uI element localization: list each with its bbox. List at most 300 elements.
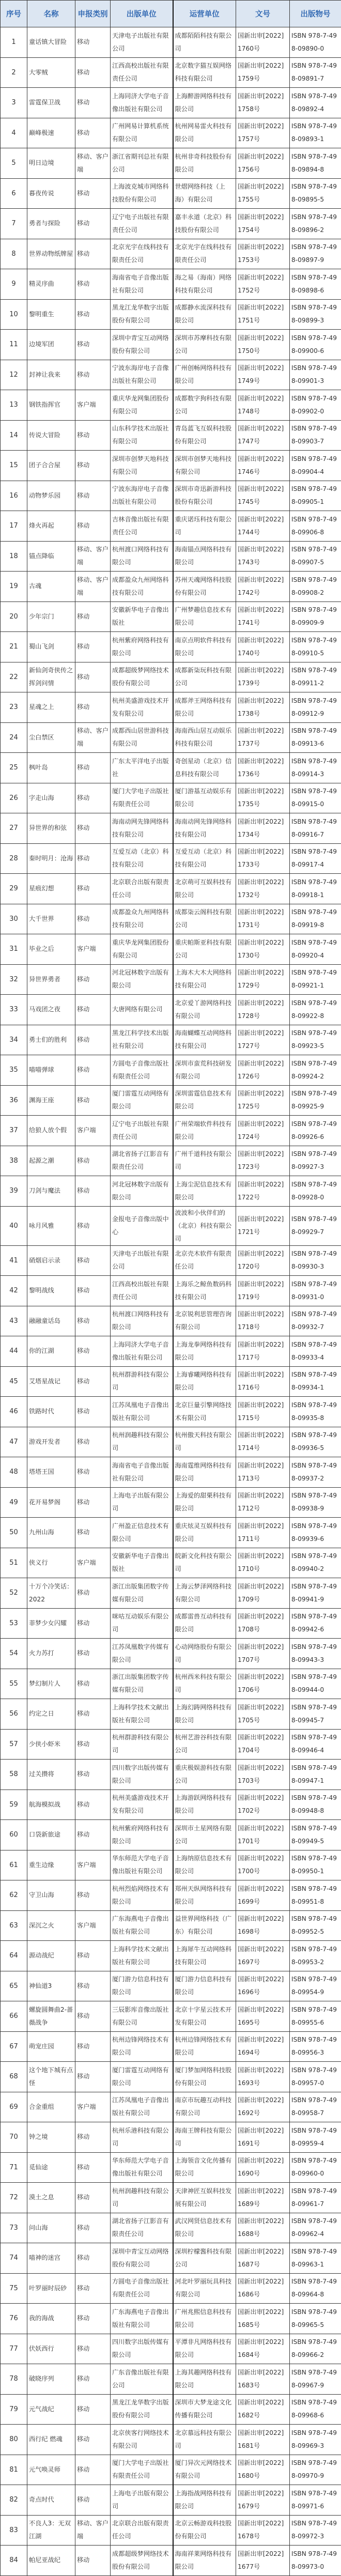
- cell-name: 萌宠庄园: [27, 2031, 75, 2062]
- cell-approval-number: 国新出审[2022]1718号: [236, 1306, 290, 1336]
- cell-publisher: 广州网易计算机系统有限公司: [111, 118, 173, 148]
- cell-index: 17: [1, 511, 27, 542]
- cell-name: 喵喵弹球: [27, 1055, 75, 1086]
- cell-approval-number: 国新出审[2022]1698号: [236, 1910, 290, 1941]
- cell-category: 移动: [75, 1457, 111, 1488]
- cell-name: 传说大冒险: [27, 420, 75, 451]
- cell-name: 艾塔星战记: [27, 1366, 75, 1397]
- table-row: [1, 783, 341, 813]
- cell-index: 54: [1, 1639, 27, 1669]
- cell-index: 55: [1, 1669, 27, 1699]
- cell-category: 移动、客户端: [75, 572, 111, 602]
- table-row: [1, 1699, 341, 1730]
- cell-approval-number: 国新出审[2022]1731号: [236, 904, 290, 934]
- cell-isbn: ISBN 978-7-498-09893-1: [290, 118, 341, 148]
- cell-name: 精灵序曲: [27, 269, 75, 300]
- cell-operator: 海南王牌科技有限公司: [173, 2122, 236, 2153]
- cell-operator: 苏州天魂网络科技股份有限公司: [173, 572, 236, 602]
- cell-operator: 上海纳原信息技术有限公司: [173, 1850, 236, 1880]
- cell-operator: 广州梦趣信息技术有限公司: [173, 601, 236, 632]
- cell-operator: 杭州网易雷火科技有限公司: [173, 118, 236, 148]
- cell-approval-number: 国新出审[2022]1706号: [236, 1669, 290, 1699]
- table-row: [1, 2001, 341, 2032]
- cell-name: 奇点时代: [27, 2485, 75, 2516]
- cell-isbn: ISBN 978-7-498-09965-5: [290, 2304, 341, 2334]
- cell-index: 33: [1, 995, 27, 1025]
- cell-isbn: ISBN 978-7-498-09896-2: [290, 209, 341, 239]
- table-row: [1, 1397, 341, 1427]
- table-row: [1, 239, 341, 269]
- cell-publisher: 湖北省扬子江影音有限责任公司: [111, 1146, 173, 1176]
- cell-approval-number: 国新出审[2022]1715号: [236, 1397, 290, 1427]
- cell-operator: 北京萌可互娱科技有限公司: [173, 874, 236, 904]
- table-row: [1, 692, 341, 723]
- cell-index: 5: [1, 148, 27, 179]
- table-row: [1, 1669, 341, 1699]
- cell-operator: 上海尘泥信息技术有限公司: [173, 1176, 236, 1207]
- cell-operator: 深圳市创梦天地科技有限公司: [173, 451, 236, 481]
- cell-index: 37: [1, 1116, 27, 1146]
- cell-index: 22: [1, 662, 27, 692]
- cell-isbn: ISBN 978-7-498-09947-1: [290, 1760, 341, 1790]
- cell-isbn: ISBN 978-7-498-09943-3: [290, 1639, 341, 1669]
- cell-operator: 深圳市土星网络有限公司: [173, 1820, 236, 1850]
- table-row: [1, 1910, 341, 1941]
- cell-index: 18: [1, 541, 27, 572]
- cell-category: 移动: [75, 2485, 111, 2516]
- cell-isbn: ISBN 978-7-498-09901-3: [290, 360, 341, 390]
- table-row: [1, 632, 341, 662]
- header-publisher: 出版单位: [111, 1, 173, 27]
- cell-operator: 北京数字猫互娱网络科技有限公司: [173, 57, 236, 88]
- header-operator: 运营单位: [173, 1, 236, 27]
- cell-operator: 海南蝴蝶互动网络科技有限公司: [173, 1025, 236, 1055]
- cell-isbn: ISBN 978-7-498-09956-3: [290, 2031, 341, 2062]
- cell-approval-number: 国新出审[2022]1679号: [236, 2485, 290, 2516]
- cell-index: 14: [1, 420, 27, 451]
- cell-category: 移动: [75, 2425, 111, 2455]
- cell-publisher: 广东海燕电子音像出版社有限公司: [111, 1910, 173, 1941]
- cell-index: 31: [1, 934, 27, 965]
- table-row: [1, 2515, 341, 2546]
- cell-index: 45: [1, 1366, 27, 1397]
- cell-approval-number: 国新出审[2022]1690号: [236, 2152, 290, 2183]
- cell-name: 螺旋圆舞曲2-蔷薇战争: [27, 2001, 75, 2032]
- cell-approval-number: 国新出审[2022]1713号: [236, 1457, 290, 1488]
- cell-index: 21: [1, 632, 27, 662]
- cell-isbn: ISBN 978-7-498-09921-1: [290, 964, 341, 995]
- cell-isbn: ISBN 978-7-498-09922-8: [290, 995, 341, 1025]
- cell-name: 源动战纪: [27, 1941, 75, 1971]
- cell-operator: 成都斧王网络科技有限公司: [173, 692, 236, 723]
- cell-approval-number: 国新出审[2022]1686号: [236, 2273, 290, 2304]
- cell-index: 35: [1, 1055, 27, 1086]
- cell-name: 星痕幻想: [27, 874, 75, 904]
- cell-index: 12: [1, 360, 27, 390]
- cell-isbn: ISBN 978-7-498-09916-7: [290, 813, 341, 844]
- cell-isbn: ISBN 978-7-498-09891-7: [290, 57, 341, 88]
- cell-category: 移动: [75, 2183, 111, 2213]
- cell-name: 少年宗门: [27, 601, 75, 632]
- cell-name: 这个地下城有点怪: [27, 2062, 75, 2092]
- cell-publisher: 辽宁电子出版社有限责任公司: [111, 209, 173, 239]
- cell-operator: 北京壳木软件有限责任公司: [173, 1245, 236, 1276]
- cell-publisher: 四川数字出版传媒有限公司: [111, 2334, 173, 2364]
- cell-category: 移动: [75, 1085, 111, 1116]
- cell-isbn: ISBN 978-7-498-09912-9: [290, 692, 341, 723]
- cell-publisher: 厦门大学电子出版社有限责任公司: [111, 783, 173, 813]
- cell-operator: 广州兆熙信息科技有限公司: [173, 2304, 236, 2334]
- cell-operator: 北京爱丫游网络科技有限公司: [173, 995, 236, 1025]
- cell-index: 84: [1, 2546, 27, 2576]
- table-row: [1, 843, 341, 874]
- cell-publisher: 安徽新华电子音像出版社: [111, 601, 173, 632]
- cell-isbn: ISBN 978-7-498-09941-9: [290, 1578, 341, 1609]
- cell-publisher: 杭州乐港科技有限公司: [111, 2122, 173, 2153]
- cell-index: 8: [1, 239, 27, 269]
- cell-approval-number: 国新出审[2022]1740号: [236, 632, 290, 662]
- cell-index: 26: [1, 783, 27, 813]
- cell-category: 移动: [75, 2062, 111, 2092]
- cell-publisher: 华东师范大学电子音像出版社有限公司: [111, 2152, 173, 2183]
- table-row: [1, 2485, 341, 2516]
- cell-category: 移动、客户端: [75, 148, 111, 179]
- cell-publisher: 成都超级梦网络技术股份有限公司: [111, 2546, 173, 2576]
- cell-category: 客户端: [75, 1910, 111, 1941]
- cell-isbn: ISBN 978-7-498-09909-9: [290, 601, 341, 632]
- cell-isbn: ISBN 978-7-498-09942-6: [290, 1608, 341, 1639]
- cell-operator: 海南霆维网络科技有限公司: [173, 1457, 236, 1488]
- cell-name: 西行纪 燃魂: [27, 2425, 75, 2455]
- cell-publisher: 上海波克城市网络科技股份有限公司: [111, 178, 173, 209]
- cell-approval-number: 国新出审[2022]1693号: [236, 2062, 290, 2092]
- cell-publisher: 上海电子出版有限公司: [111, 2485, 173, 2516]
- cell-category: 移动: [75, 964, 111, 995]
- cell-name: 明日边境: [27, 148, 75, 179]
- table-row: [1, 1971, 341, 2001]
- cell-index: 16: [1, 481, 27, 511]
- cell-index: 75: [1, 2273, 27, 2304]
- table-row: [1, 904, 341, 934]
- cell-index: 46: [1, 1397, 27, 1427]
- cell-publisher: 厦门大学电子出版社有限责任公司: [111, 2455, 173, 2485]
- cell-approval-number: 国新出审[2022]1720号: [236, 1245, 290, 1276]
- cell-category: 移动: [75, 2394, 111, 2425]
- cell-category: 移动: [75, 692, 111, 723]
- cell-isbn: ISBN 978-7-498-09898-6: [290, 269, 341, 300]
- table-row: [1, 1639, 341, 1669]
- cell-category: 移动: [75, 420, 111, 451]
- cell-isbn: ISBN 978-7-498-09904-4: [290, 451, 341, 481]
- cell-approval-number: 国新出审[2022]1734号: [236, 813, 290, 844]
- cell-approval-number: 国新出审[2022]1683号: [236, 2364, 290, 2395]
- cell-isbn: ISBN 978-7-498-09903-7: [290, 420, 341, 451]
- cell-index: 42: [1, 1276, 27, 1306]
- cell-name: 守卫山海: [27, 1880, 75, 1911]
- cell-isbn: ISBN 978-7-498-09928-0: [290, 1176, 341, 1207]
- cell-isbn: ISBN 978-7-498-09961-7: [290, 2183, 341, 2213]
- cell-operator: 北京慕远科技有限公司: [173, 2425, 236, 2455]
- table-row: [1, 88, 341, 118]
- cell-index: 53: [1, 1608, 27, 1639]
- cell-isbn: ISBN 978-7-498-09919-8: [290, 904, 341, 934]
- cell-approval-number: 国新出审[2022]1726号: [236, 1055, 290, 1086]
- cell-category: 移动: [75, 1025, 111, 1055]
- cell-isbn: ISBN 978-7-498-09963-1: [290, 2243, 341, 2274]
- cell-isbn: ISBN 978-7-498-09966-2: [290, 2334, 341, 2364]
- cell-index: 29: [1, 874, 27, 904]
- cell-publisher: 深圳中青宝互动网络股份有限公司: [111, 330, 173, 360]
- cell-name: 菲梦少女闪耀: [27, 1608, 75, 1639]
- cell-category: 移动: [75, 1427, 111, 1457]
- table-row: [1, 874, 341, 904]
- cell-index: 65: [1, 1971, 27, 2001]
- cell-operator: 平潭非凡网络科技有限公司: [173, 2334, 236, 2364]
- cell-index: 10: [1, 299, 27, 330]
- cell-index: 60: [1, 1820, 27, 1850]
- cell-operator: 上海领音文化传播有限公司: [173, 2152, 236, 2183]
- cell-operator: 海南祥莱网络科技有限公司: [173, 2546, 236, 2576]
- table-row: [1, 1176, 341, 1207]
- cell-isbn: ISBN 978-7-498-09894-8: [290, 148, 341, 179]
- header-category: 申报类别: [75, 1, 111, 27]
- cell-isbn: ISBN 978-7-498-09897-9: [290, 239, 341, 269]
- cell-operator: 深圳雷霆信息技术有限公司: [173, 1085, 236, 1116]
- cell-publisher: 天津电子出版社有限公司: [111, 27, 173, 58]
- cell-operator: 北京巨量引擎网络技术有限公司: [173, 1397, 236, 1427]
- cell-category: 移动: [75, 783, 111, 813]
- cell-category: 移动: [75, 2152, 111, 2183]
- cell-category: 移动: [75, 2546, 111, 2576]
- cell-index: 57: [1, 1729, 27, 1760]
- table-row: [1, 2031, 341, 2062]
- cell-name: 字走山海: [27, 783, 75, 813]
- cell-approval-number: 国新出审[2022]1704号: [236, 1729, 290, 1760]
- cell-publisher: 上海科学技术文献出版社有限公司: [111, 1941, 173, 1971]
- table-row: [1, 601, 341, 632]
- table-row: [1, 1941, 341, 1971]
- cell-isbn: ISBN 978-7-498-09948-8: [290, 1790, 341, 1820]
- cell-operator: 南京点明软件科技有限公司: [173, 632, 236, 662]
- cell-publisher: 河北冠林数字出版有限公司: [111, 964, 173, 995]
- cell-isbn: ISBN 978-7-498-09892-4: [290, 88, 341, 118]
- cell-category: 移动: [75, 1055, 111, 1086]
- table-row: [1, 1880, 341, 1911]
- cell-operator: 奇创星动（北京）信息科技有限公司: [173, 753, 236, 783]
- cell-approval-number: 国新出审[2022]1721号: [236, 1206, 290, 1245]
- cell-index: 1: [1, 27, 27, 58]
- cell-approval-number: 国新出审[2022]1753号: [236, 239, 290, 269]
- cell-index: 63: [1, 1910, 27, 1941]
- cell-approval-number: 国新出审[2022]1752号: [236, 269, 290, 300]
- cell-name: 边境军团: [27, 330, 75, 360]
- cell-name: 九州山海: [27, 1518, 75, 1548]
- cell-isbn: ISBN 978-7-498-09971-6: [290, 2485, 341, 2516]
- table-row: [1, 1850, 341, 1880]
- cell-name: 神仙道3: [27, 1971, 75, 2001]
- cell-index: 76: [1, 2304, 27, 2334]
- cell-operator: 世熠网络科技（上海）有限公司: [173, 178, 236, 209]
- cell-approval-number: 国新出审[2022]1710号: [236, 1548, 290, 1578]
- cell-publisher: 黑龙江龙华数字出版股份有限公司: [111, 299, 173, 330]
- cell-operator: 厦门异次元网络技术有限公司: [173, 2455, 236, 2485]
- table-row: [1, 1366, 341, 1397]
- cell-name: 异世界勇者: [27, 964, 75, 995]
- cell-operator: 成都柒云阁科技有限公司: [173, 904, 236, 934]
- cell-category: 移动: [75, 299, 111, 330]
- cell-isbn: ISBN 978-7-498-09907-5: [290, 541, 341, 572]
- table-row: [1, 360, 341, 390]
- cell-isbn: ISBN 978-7-498-09929-7: [290, 1206, 341, 1245]
- cell-category: 移动: [75, 1608, 111, 1639]
- cell-operator: 重庆极娱游科技有限公司: [173, 1760, 236, 1790]
- cell-name: 秦时明月：沧海: [27, 843, 75, 874]
- cell-approval-number: 国新出审[2022]1738号: [236, 692, 290, 723]
- table-row: [1, 1578, 341, 1609]
- cell-category: 移动: [75, 451, 111, 481]
- cell-approval-number: 国新出审[2022]1677号: [236, 2546, 290, 2576]
- cell-isbn: ISBN 978-7-498-09958-7: [290, 2092, 341, 2122]
- cell-name: 火力苏打: [27, 1639, 75, 1669]
- cell-index: 81: [1, 2455, 27, 2485]
- cell-name: 大千世界: [27, 904, 75, 934]
- cell-approval-number: 国新出审[2022]1725号: [236, 1085, 290, 1116]
- cell-operator: 杭州边锋网络技术有限公司: [173, 2031, 236, 2062]
- cell-name: 钟之境: [27, 2122, 75, 2153]
- cell-publisher: 杭州美盛游戏技术开发有限公司: [111, 692, 173, 723]
- cell-approval-number: 国新出审[2022]1755号: [236, 178, 290, 209]
- cell-approval-number: 国新出审[2022]1695号: [236, 2001, 290, 2032]
- cell-isbn: ISBN 978-7-498-09902-0: [290, 390, 341, 421]
- cell-isbn: ISBN 978-7-498-09957-0: [290, 2062, 341, 2092]
- cell-index: 23: [1, 692, 27, 723]
- table-row: [1, 118, 341, 148]
- cell-publisher: 杭州润趣科技有限公司: [111, 1427, 173, 1457]
- cell-publisher: 宁波东海岸电子音像出版社有限公司: [111, 481, 173, 511]
- table-row: [1, 57, 341, 88]
- table-row: [1, 481, 341, 511]
- cell-category: 移动: [75, 1760, 111, 1790]
- cell-isbn: ISBN 978-7-498-09917-4: [290, 843, 341, 874]
- cell-approval-number: 国新出审[2022]1751号: [236, 299, 290, 330]
- cell-index: 27: [1, 813, 27, 844]
- cell-publisher: 厦门雷霆互动网络有限公司: [111, 2062, 173, 2092]
- cell-index: 78: [1, 2364, 27, 2395]
- cell-name: 尘白禁区: [27, 722, 75, 753]
- cell-name: 童话镇大冒险: [27, 27, 75, 58]
- cell-approval-number: 国新出审[2022]1689号: [236, 2183, 290, 2213]
- table-row: [1, 1487, 341, 1518]
- cell-publisher: 杭州渡口网络科技有限公司: [111, 1306, 173, 1336]
- cell-name: 马戏团之夜: [27, 995, 75, 1025]
- cell-approval-number: 国新出审[2022]1708号: [236, 1608, 290, 1639]
- cell-name: 十万个冷笑话：2022: [27, 1578, 75, 1609]
- cell-name: 咏月风雅: [27, 1206, 75, 1245]
- cell-publisher: 杭州烈焰网络技术有限公司: [111, 1880, 173, 1911]
- cell-isbn: ISBN 978-7-498-09939-6: [290, 1518, 341, 1548]
- cell-index: 82: [1, 2485, 27, 2516]
- cell-operator: 青岛蓝飞互娱科技股份有限公司: [173, 420, 236, 451]
- cell-operator: 深圳柠檬酱科技有限公司: [173, 2243, 236, 2274]
- cell-isbn: ISBN 978-7-498-09895-5: [290, 178, 341, 209]
- cell-publisher: 杭州群游科技有限公司: [111, 1366, 173, 1397]
- cell-operator: 北京锐利思管理咨询有限公司: [173, 1306, 236, 1336]
- table-row: [1, 813, 341, 844]
- cell-operator: 深圳市蛮荒科技研发有限公司: [173, 1055, 236, 1086]
- table-row: [1, 1820, 341, 1850]
- cell-publisher: 北京联合出版有限责任公司: [111, 874, 173, 904]
- cell-publisher: 浙江出版集团数字传媒有限公司: [111, 1578, 173, 1609]
- cell-isbn: ISBN 978-7-498-09970-9: [290, 2455, 341, 2485]
- cell-publisher: 宁波东海岸电子音像出版社有限公司: [111, 360, 173, 390]
- table-row: [1, 1085, 341, 1116]
- cell-operator: 上海龙拳网络科技有限公司: [173, 1336, 236, 1367]
- table-row: [1, 269, 341, 300]
- cell-category: 移动: [75, 632, 111, 662]
- cell-index: 48: [1, 1457, 27, 1488]
- cell-operator: 杭州西米科技有限公司: [173, 1669, 236, 1699]
- cell-name: 雷霆保卫战: [27, 88, 75, 118]
- cell-name: 伏妖西行: [27, 2334, 75, 2364]
- cell-category: 移动: [75, 1639, 111, 1669]
- table-row: [1, 722, 341, 753]
- cell-isbn: ISBN 978-7-498-09925-9: [290, 1085, 341, 1116]
- cell-approval-number: 国新出审[2022]1680号: [236, 2455, 290, 2485]
- cell-publisher: 金报电子音像出版中心: [111, 1206, 173, 1245]
- cell-index: 6: [1, 178, 27, 209]
- cell-operator: 嘉丰永道（北京）科技股份有限公司: [173, 209, 236, 239]
- cell-operator: 郑州天纵网络科技有限公司: [173, 1880, 236, 1911]
- table-row: [1, 662, 341, 692]
- cell-approval-number: 国新出审[2022]1719号: [236, 1276, 290, 1306]
- cell-publisher: 北京联合出版有限责任公司: [111, 2515, 173, 2546]
- cell-name: 约定之日: [27, 1699, 75, 1730]
- cell-approval-number: 国新出审[2022]1737号: [236, 722, 290, 753]
- cell-isbn: ISBN 978-7-498-09920-4: [290, 934, 341, 965]
- cell-category: 移动: [75, 1699, 111, 1730]
- cell-index: 2: [1, 57, 27, 88]
- cell-name: 新仙剑奇侠传之挥剑问情: [27, 662, 75, 692]
- cell-category: 移动: [75, 1276, 111, 1306]
- table-row: [1, 1245, 341, 1276]
- cell-name: 我的海战: [27, 2304, 75, 2334]
- cell-category: 移动: [75, 2273, 111, 2304]
- table-row: [1, 1206, 341, 1245]
- cell-index: 24: [1, 722, 27, 753]
- cell-publisher: 杭州紫府网络科技有限公司: [111, 1820, 173, 1850]
- table-row: [1, 2455, 341, 2485]
- header-name: 名称: [27, 1, 75, 27]
- cell-operator: 南京市玩趣互动科技有限公司: [173, 2092, 236, 2122]
- cell-operator: 上海游跃网络科技有限公司: [173, 1790, 236, 1820]
- cell-index: 52: [1, 1578, 27, 1609]
- cell-isbn: ISBN 978-7-498-09953-2: [290, 1941, 341, 1971]
- cell-isbn: ISBN 978-7-498-09955-6: [290, 2001, 341, 2032]
- cell-category: 移动: [75, 1146, 111, 1176]
- cell-category: 移动: [75, 2304, 111, 2334]
- cell-index: 39: [1, 1176, 27, 1207]
- cell-name: 游戏开发者: [27, 1427, 75, 1457]
- cell-index: 70: [1, 2122, 27, 2153]
- cell-index: 64: [1, 1941, 27, 1971]
- cell-name: 星魂之上: [27, 692, 75, 723]
- cell-category: 移动: [75, 2243, 111, 2274]
- cell-publisher: 江西高校出版社有限责任公司: [111, 1276, 173, 1306]
- cell-index: 7: [1, 209, 27, 239]
- cell-name: 锚点降临: [27, 541, 75, 572]
- table-body: [1, 27, 341, 2576]
- cell-isbn: ISBN 978-7-498-09959-4: [290, 2122, 341, 2153]
